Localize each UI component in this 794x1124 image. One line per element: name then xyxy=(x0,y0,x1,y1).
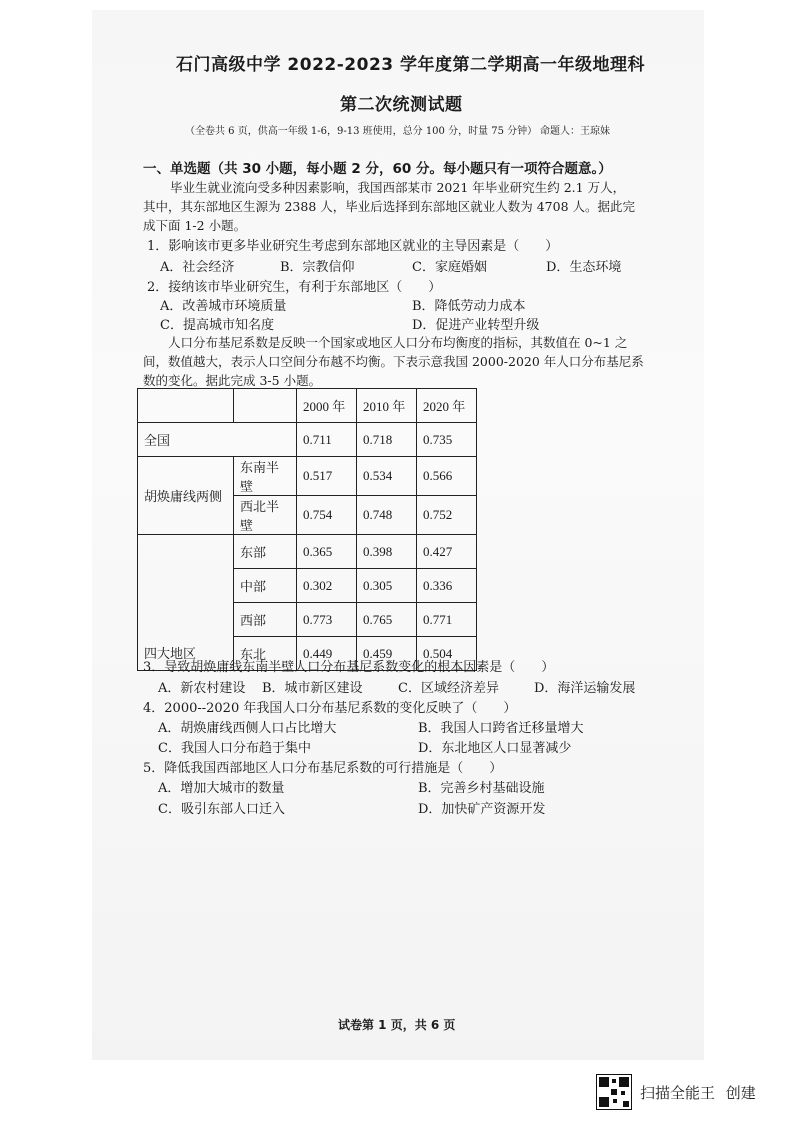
exam-title: 石门高级中学 2022-2023 学年度第二学期高一年级地理科 xyxy=(176,55,646,75)
year-header-2010: 2010 年 xyxy=(357,389,417,423)
table-cell: 0.711 xyxy=(297,423,357,457)
question-1-option-d: D．生态环境 xyxy=(546,260,622,275)
question-5-option-b: B．完善乡村基础设施 xyxy=(418,781,545,796)
page-footer: 试卷第 1 页，共 6 页 xyxy=(338,1018,456,1032)
table-cell: 0.534 xyxy=(357,457,417,496)
exam-meta: （全卷共 6 页，供高一年级 1-6，9-13 班使用，总分 100 分，时量 75 分钟） xyxy=(185,126,538,137)
gini-table xyxy=(137,388,477,671)
exam-author: 命题人：王琼妹 xyxy=(540,126,610,137)
table-cell: 0.773 xyxy=(297,603,357,637)
table-cell: 0.427 xyxy=(417,535,477,569)
row-label-national: 全国 xyxy=(138,423,297,457)
gini-intro-line-1: 人口分布基尼系数是反映一个国家或地区人口分布均衡度的指标，其数值在 0~1 之 xyxy=(168,335,628,350)
question-4-option-c: C．我国人口分布趋于集中 xyxy=(158,741,311,756)
table-cell: 0.566 xyxy=(417,457,477,496)
gini-intro-line-3: 数的变化。据此完成 3-5 小题。 xyxy=(143,373,322,388)
question-2-stem: 2．接纳该市毕业研究生，有利于东部地区（ ） xyxy=(147,280,442,295)
row-label-northwest: 西北半壁 xyxy=(234,496,297,535)
table-cell: 0.517 xyxy=(297,457,357,496)
table-cell: 0.459 xyxy=(357,637,417,671)
table-cell: 0.305 xyxy=(357,569,417,603)
question-3-option-c: C．区域经济差异 xyxy=(398,681,499,696)
question-2-option-d: D．促进产业转型升级 xyxy=(412,318,540,333)
exam-subtitle: 第二次统测试题 xyxy=(340,95,463,115)
table-cell: 0.748 xyxy=(357,496,417,535)
question-4-option-b: B．我国人口跨省迁移量增大 xyxy=(418,721,584,736)
table-row xyxy=(138,535,477,569)
gini-intro-line-2: 间，数值越大，表示人口空间分布越不均衡。下表示意我国 2000-2020 年人口分布基尼系 xyxy=(143,354,644,369)
question-4-option-d: D．东北地区人口显著减少 xyxy=(418,741,572,756)
table-cell: 0.718 xyxy=(357,423,417,457)
question-1-stem: 1．影响该市更多毕业研究生考虑到东部地区就业的主导因素是（ ） xyxy=(147,239,559,254)
table-header-row xyxy=(138,389,477,423)
table-row xyxy=(138,457,477,496)
question-2-option-a: A．改善城市环境质量 xyxy=(160,299,287,314)
row-label-central: 中部 xyxy=(234,569,297,603)
table-cell: 0.449 xyxy=(297,637,357,671)
question-1-option-c: C．家庭婚姻 xyxy=(412,260,487,275)
row-label-east: 东部 xyxy=(234,535,297,569)
row-label-west: 西部 xyxy=(234,603,297,637)
question-2-option-c: C．提高城市知名度 xyxy=(160,318,274,333)
row-label-southeast: 东南半壁 xyxy=(234,457,297,496)
question-5-option-d: D．加快矿产资源开发 xyxy=(418,802,546,817)
question-5-option-a: A．增加大城市的数量 xyxy=(158,781,285,796)
table-cell: 0.398 xyxy=(357,535,417,569)
scanner-action: 创建 xyxy=(725,1084,756,1102)
table-cell: 0.735 xyxy=(417,423,477,457)
intro-line-3: 成下面 1-2 小题。 xyxy=(143,218,247,233)
question-3-stem: 3．导致胡焕庸线东南半壁人口分布基尼系数变化的根本因素是（ ） xyxy=(143,660,555,675)
table-cell: 0.336 xyxy=(417,569,477,603)
qr-code-icon xyxy=(596,1074,632,1110)
table-cell: 0.754 xyxy=(297,496,357,535)
table-cell: 0.752 xyxy=(417,496,477,535)
year-header-2020: 2020 年 xyxy=(417,389,477,423)
question-5-stem: 5．降低我国西部地区人口分布基尼系数的可行措施是（ ） xyxy=(143,761,503,776)
table-cell: 0.765 xyxy=(357,603,417,637)
table-corner-cell xyxy=(234,389,297,423)
intro-line-1: 毕业生就业流向受多种因素影响，我国西部某市 2021 年毕业研究生约 2.1 万人， xyxy=(170,180,626,195)
table-cell: 0.771 xyxy=(417,603,477,637)
question-5-option-c: C．吸引东部人口迁入 xyxy=(158,802,285,817)
table-corner-cell xyxy=(138,389,234,423)
row-label-northeast: 东北 xyxy=(234,637,297,671)
question-3-option-b: B．城市新区建设 xyxy=(262,681,363,696)
table-cell: 0.302 xyxy=(297,569,357,603)
table-cell: 0.365 xyxy=(297,535,357,569)
table-cell: 0.504 xyxy=(417,637,477,671)
question-1-option-a: A．社会经济 xyxy=(160,260,235,275)
intro-line-2: 其中，其东部地区生源为 2388 人，毕业后选择到东部地区就业人数为 4708 人。据此完 xyxy=(143,199,636,214)
question-3-option-d: D．海洋运输发展 xyxy=(534,681,636,696)
question-3-option-a: A．新农村建设 xyxy=(158,681,246,696)
table-row xyxy=(138,423,477,457)
section-heading: 一、单选题（共 30 小题，每小题 2 分，60 分。每小题只有一项符合题意。） xyxy=(143,161,612,177)
year-header-2000: 2000 年 xyxy=(297,389,357,423)
scanner-brand-name: 扫描全能王 xyxy=(640,1084,716,1102)
question-4-option-a: A．胡焕庸线西侧人口占比增大 xyxy=(158,721,337,736)
group-label-four-regions: 四大地区 xyxy=(138,535,234,671)
question-1-option-b: B．宗教信仰 xyxy=(280,260,355,275)
group-label-hu-line: 胡焕庸线两侧 xyxy=(138,457,234,535)
scanner-brand xyxy=(640,1082,756,1103)
question-2-option-b: B．降低劳动力成本 xyxy=(412,299,526,314)
question-4-stem: 4．2000--2020 年我国人口分布基尼系数的变化反映了（ ） xyxy=(143,701,517,716)
